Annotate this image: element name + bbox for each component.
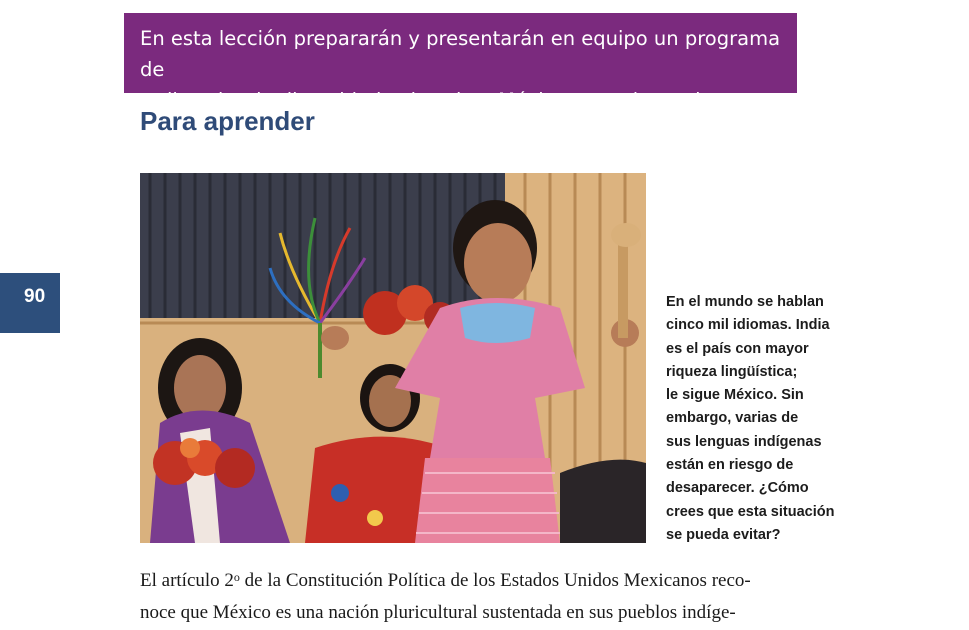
lesson-photo <box>140 173 646 543</box>
caption-line: es el país con mayor <box>666 340 809 357</box>
caption-line: están en riesgo de <box>666 457 794 474</box>
caption-line: crees que esta situación <box>666 503 835 520</box>
caption-line: se pueda evitar? <box>666 526 781 543</box>
caption-line: sus lenguas indígenas <box>666 433 822 450</box>
page-number: 90 <box>24 286 46 307</box>
page-number-tab <box>0 273 60 333</box>
caption-line: En el mundo se hablan <box>666 294 824 310</box>
body-line-2: noce que México es una nación pluricultural sustentada en sus pueblos indíge- <box>140 602 736 623</box>
section-heading: Para aprender <box>140 106 315 136</box>
body-line-1-start: El artículo 2 <box>140 570 234 591</box>
caption-line: riqueza lingüística; <box>666 363 798 380</box>
banner-line-2: radio sobre la diversidad cultural en México y en el mundo. <box>140 89 719 112</box>
caption-line: desaparecer. ¿Cómo <box>666 480 809 497</box>
photo-caption <box>666 291 846 547</box>
caption-line: cinco mil idiomas. India <box>666 317 830 334</box>
ordinal-superscript: o <box>233 570 240 584</box>
body-paragraph <box>140 561 840 629</box>
body-line-1-end: de la Constitución Política de los Estados Unidos Mexicanos reco- <box>239 570 751 591</box>
body-line-1 <box>140 561 840 597</box>
lesson-intro-banner <box>124 13 797 112</box>
caption-line: le sigue México. Sin <box>666 387 804 404</box>
photo-illustration <box>140 173 646 543</box>
caption-line: embargo, varias de <box>666 410 799 427</box>
banner-line-1: En esta lección prepararán y presentarán en equipo un programa de <box>140 27 781 81</box>
